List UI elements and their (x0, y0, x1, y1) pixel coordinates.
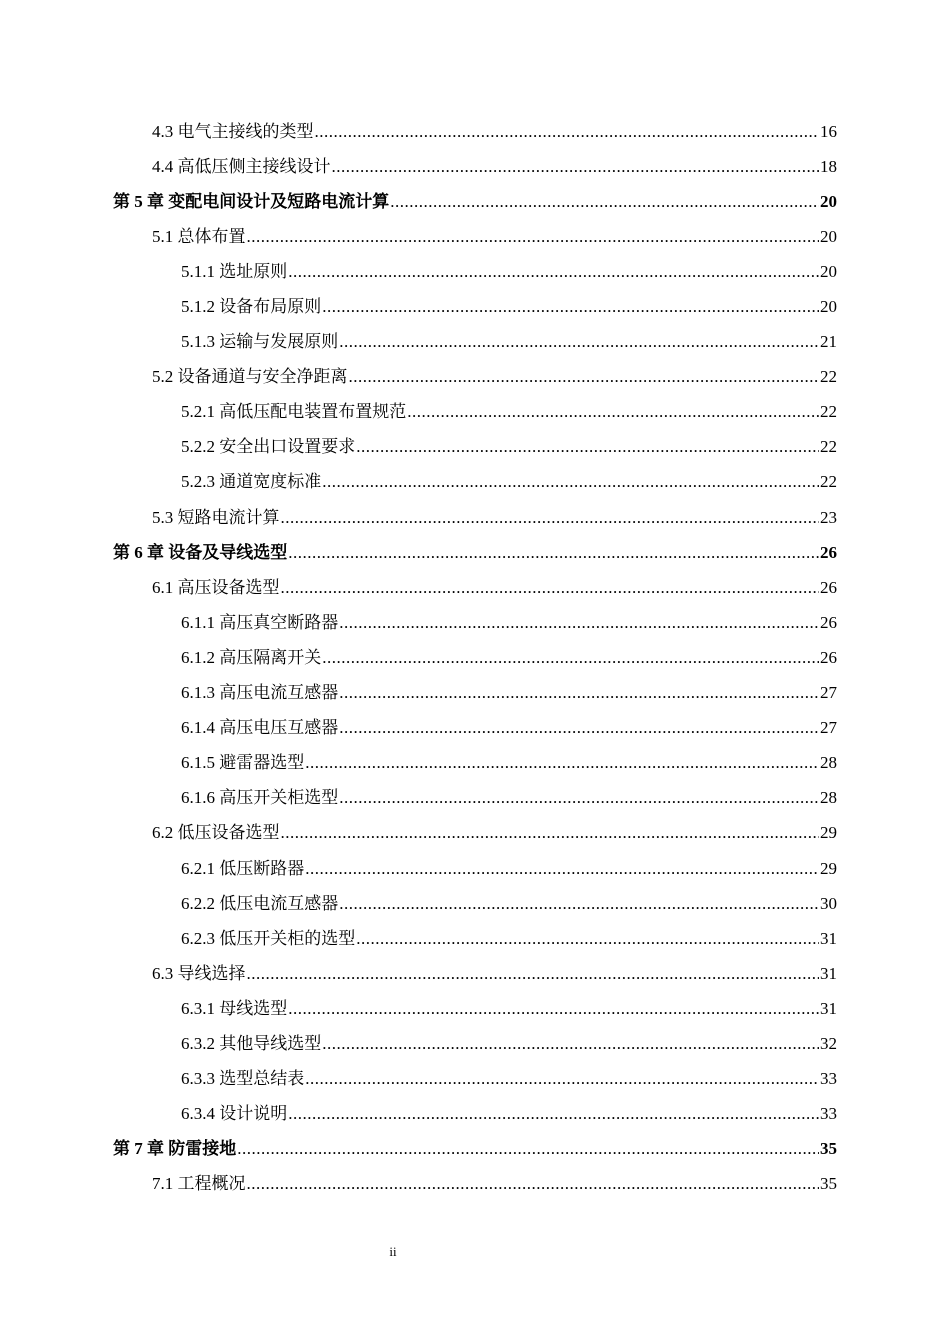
dot-leader (339, 894, 819, 914)
toc-entry-title: 4.3 电气主接线的类型 (152, 121, 314, 141)
toc-entry[interactable] (0, 1167, 950, 1202)
toc-entry-title: 5.1.3 运输与发展原则 (181, 332, 339, 352)
toc-entry[interactable] (0, 711, 950, 746)
toc-entry-page: 29 (820, 858, 837, 878)
toc-entry-page: 30 (820, 893, 837, 913)
toc-entry-page: 31 (820, 928, 837, 948)
toc-entry-page: 20 (820, 261, 837, 281)
toc-entry-title: 4.4 高低压侧主接线设计 (152, 156, 331, 176)
toc-entry-page: 20 (820, 191, 837, 211)
toc-entry-title: 6.1.2 高压隔离开关 (181, 647, 322, 667)
toc-entry-title: 5.1 总体布置 (152, 226, 246, 246)
dot-leader (407, 402, 819, 422)
toc-entry-page: 28 (820, 753, 837, 773)
toc-entry-title: 6.2.2 低压电流互感器 (181, 893, 339, 913)
toc-entry-page: 20 (820, 297, 837, 317)
dot-leader (339, 788, 819, 808)
toc-entry[interactable] (0, 149, 950, 184)
toc-entry[interactable] (0, 640, 950, 675)
toc-entry-title: 第 7 章 防雷接地 (113, 1139, 237, 1159)
toc-entry-title: 7.1 工程概况 (152, 1174, 246, 1194)
toc-entry[interactable] (0, 114, 950, 149)
toc-entry-title: 6.2 低压设备选型 (152, 823, 280, 843)
toc-entry[interactable] (0, 430, 950, 465)
toc-entry-page: 31 (820, 998, 837, 1018)
dot-leader (339, 332, 819, 352)
dot-leader (356, 437, 819, 457)
toc-entry-page: 33 (820, 1104, 837, 1124)
dot-leader (305, 859, 819, 879)
toc-entry-title: 5.2.3 通道宽度标准 (181, 472, 322, 492)
toc-entry[interactable] (0, 676, 950, 711)
toc-entry-title: 5.1.2 设备布局原则 (181, 297, 322, 317)
toc-entry-page: 18 (820, 156, 837, 176)
toc-entry-page: 22 (820, 367, 837, 387)
toc-entry[interactable] (0, 816, 950, 851)
toc-entry-title: 6.2.1 低压断路器 (181, 858, 305, 878)
dot-leader (247, 1174, 820, 1194)
toc-entry-title: 5.1.1 选址原则 (181, 261, 288, 281)
toc-entry-page: 27 (820, 683, 837, 703)
toc-entry[interactable] (0, 886, 950, 921)
toc-entry-title: 6.1.4 高压电压互感器 (181, 718, 339, 738)
dot-leader (332, 157, 820, 177)
toc-entry-page: 32 (820, 1033, 837, 1053)
toc-entry[interactable] (0, 1026, 950, 1061)
dot-leader (281, 823, 820, 843)
dot-leader (322, 472, 819, 492)
toc-entry[interactable] (0, 289, 950, 324)
toc-entry[interactable] (0, 746, 950, 781)
toc-entry-title: 6.1.5 避雷器选型 (181, 753, 305, 773)
dot-leader (339, 718, 819, 738)
toc-chapter-entry[interactable] (0, 1132, 950, 1167)
dot-leader (322, 648, 819, 668)
toc-entry-page: 27 (820, 718, 837, 738)
toc-entry-page: 21 (820, 332, 837, 352)
toc-entry[interactable] (0, 360, 950, 395)
toc-entry[interactable] (0, 1062, 950, 1097)
dot-leader (288, 543, 819, 563)
toc-entry[interactable] (0, 219, 950, 254)
dot-leader (305, 1069, 819, 1089)
dot-leader (247, 227, 820, 247)
toc-entry-page: 31 (820, 963, 837, 983)
dot-leader (288, 999, 819, 1019)
table-of-contents (0, 114, 950, 1202)
toc-entry-page: 29 (820, 823, 837, 843)
toc-entry-title: 6.3.4 设计说明 (181, 1104, 288, 1124)
toc-entry-page: 22 (820, 402, 837, 422)
toc-entry[interactable] (0, 395, 950, 430)
toc-entry-page: 26 (820, 647, 837, 667)
dot-leader (315, 122, 820, 142)
toc-entry[interactable] (0, 781, 950, 816)
dot-leader (288, 262, 819, 282)
toc-entry-title: 5.2.2 安全出口设置要求 (181, 437, 356, 457)
toc-entry-title: 第 5 章 变配电间设计及短路电流计算 (113, 191, 390, 211)
toc-entry-page: 23 (820, 507, 837, 527)
toc-entry[interactable] (0, 921, 950, 956)
dot-leader (390, 192, 819, 212)
dot-leader (281, 508, 820, 528)
toc-entry-title: 5.3 短路电流计算 (152, 507, 280, 527)
toc-entry[interactable] (0, 325, 950, 360)
toc-entry[interactable] (0, 605, 950, 640)
toc-entry-title: 6.3.3 选型总结表 (181, 1069, 305, 1089)
toc-entry-title: 6.1.3 高压电流互感器 (181, 683, 339, 703)
toc-entry-title: 6.1.6 高压开关柜选型 (181, 788, 339, 808)
toc-entry[interactable] (0, 851, 950, 886)
toc-entry-title: 6.1.1 高压真空断路器 (181, 612, 339, 632)
toc-entry-page: 22 (820, 472, 837, 492)
toc-entry[interactable] (0, 570, 950, 605)
toc-entry[interactable] (0, 956, 950, 991)
toc-entry[interactable] (0, 254, 950, 289)
dot-leader (322, 1034, 819, 1054)
dot-leader (237, 1139, 819, 1159)
toc-entry-page: 22 (820, 437, 837, 457)
toc-entry-page: 28 (820, 788, 837, 808)
toc-chapter-entry[interactable] (0, 535, 950, 570)
toc-entry-title: 第 6 章 设备及导线选型 (113, 542, 288, 562)
toc-entry-title: 6.1 高压设备选型 (152, 577, 280, 597)
toc-entry[interactable] (0, 465, 950, 500)
toc-entry[interactable] (0, 991, 950, 1026)
dot-leader (339, 683, 819, 703)
toc-entry-page: 35 (820, 1174, 837, 1194)
toc-entry-page: 33 (820, 1069, 837, 1089)
toc-entry-page: 26 (820, 612, 837, 632)
dot-leader (356, 929, 819, 949)
toc-entry-title: 6.3.2 其他导线选型 (181, 1033, 322, 1053)
toc-entry-page: 26 (820, 542, 837, 562)
toc-entry[interactable] (0, 500, 950, 535)
toc-chapter-entry[interactable] (0, 184, 950, 219)
toc-entry-title: 5.2.1 高低压配电装置布置规范 (181, 402, 407, 422)
toc-entry[interactable] (0, 1097, 950, 1132)
toc-entry-page: 35 (820, 1139, 837, 1159)
dot-leader (281, 578, 820, 598)
toc-entry-title: 6.2.3 低压开关柜的选型 (181, 928, 356, 948)
dot-leader (339, 613, 819, 633)
dot-leader (288, 1104, 819, 1124)
page-number: ii (389, 1244, 397, 1259)
dot-leader (349, 367, 820, 387)
dot-leader (322, 297, 819, 317)
toc-entry-title: 6.3.1 母线选型 (181, 998, 288, 1018)
toc-entry-page: 16 (820, 121, 837, 141)
toc-entry-page: 26 (820, 577, 837, 597)
toc-entry-page: 20 (820, 226, 837, 246)
dot-leader (305, 753, 819, 773)
dot-leader (247, 964, 820, 984)
toc-entry-title: 6.3 导线选择 (152, 963, 246, 983)
toc-entry-title: 5.2 设备通道与安全净距离 (152, 367, 348, 387)
